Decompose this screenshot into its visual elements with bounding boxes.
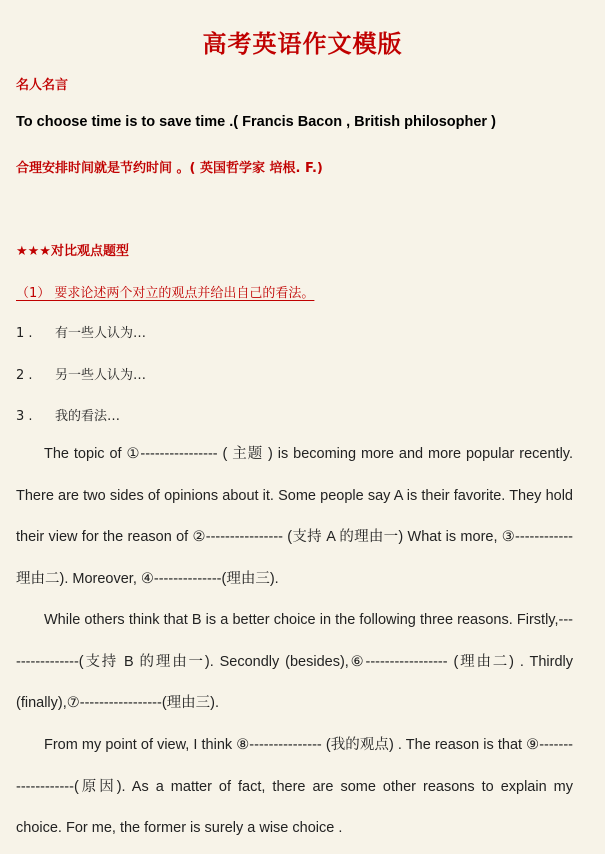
list-item-number: 2 . <box>16 368 33 383</box>
list-item <box>16 364 146 383</box>
page-title: 高考英语作文模版 <box>202 30 403 58</box>
section-subtitle: （1） 要求论述两个对立的观点并给出自己的看法。 <box>16 286 315 301</box>
section-heading: ★★★对比观点题型 <box>16 244 129 259</box>
quote-chinese: 合理安排时间就是节约时间 。( 英国哲学家 培根. F.) <box>16 161 323 176</box>
list-item-text: 有一些人认为… <box>55 326 147 341</box>
list-item-text: 另一些人认为… <box>55 368 147 383</box>
template-paragraph-2: While others think that B is a better choice in the following three reasons. Firstly,----------------(支持 B 的理由一). Secondly (besides),⑥----------------- (理由二) . Thirdly (finally),⑦-----------------(理由三). <box>16 612 573 711</box>
list-item-number: 1 . <box>16 326 33 341</box>
list-item <box>16 405 120 424</box>
famous-quote-label: 名人名言 <box>16 78 69 93</box>
list-item <box>16 322 146 341</box>
quote-english: To choose time is to save time .( Francis Bacon , British philosopher ) <box>16 114 496 130</box>
template-paragraph-3: From my point of view, I think ⑧--------------- (我的观点) . The reason is that ⑨-------------------(原因). As a matter of fact, there are some other reasons to explain my choice. For me, the former is surely a wise choice . <box>16 737 573 836</box>
list-item-number: 3 . <box>16 409 33 424</box>
template-paragraph-1: The topic of ①---------------- ( 主题 ) is becoming more and more popular recently. There are two sides of opinions about it. Some people say A is their favorite. They hold their view for the reason of ②---------------- (支持 A 的理由一) What is more, ③------------理由二). Moreover, ④--------------(理由三). <box>16 446 573 587</box>
list-item-text: 我的看法… <box>55 409 121 424</box>
